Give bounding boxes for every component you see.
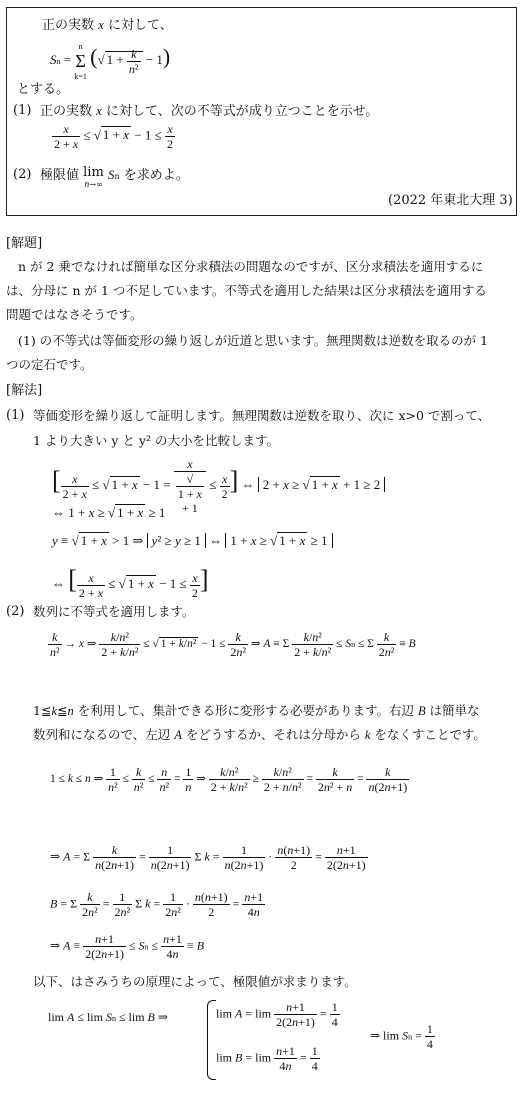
s2-line3: 数列和になるので、左辺 A をどうするか、それは分母から k をなくすことです。 xyxy=(33,727,486,742)
s2-eq3: ⇒ A = Σ $\frac{k}{n(2n+1)}$ = $\frac{1}{n(2n+1)}$ Σ k = $\frac{1}{n(2n+1)}$ · $\frac{n(n+1)}{2}$ = $\frac{n+1}{2(2n+1)}$ xyxy=(50,843,366,872)
s2-line2: 1≦k≦n を利用して、集計できる形に変形する必要があります。右辺 B は簡単な xyxy=(33,703,480,718)
commentary-line: n が 2 乗でなければ簡単な区分求積法の問題なのですが、区分求積法を適用するに xyxy=(18,259,484,274)
q1-inequality: $\frac{x}{2 + x}$ ≤ √ 1 + x − 1 ≤ $\frac{x}{2}$ xyxy=(54,122,173,151)
q2-number: (2) xyxy=(13,167,32,182)
s2-eq6-left: lim A ≤ lim Sn ≤ lim B ⇒ xyxy=(48,1010,168,1024)
commentary-line: 問題ではなさそうです。 xyxy=(6,307,143,322)
s1-eq1: [ $\frac{x}{2 + x}$ ≤ √ 1 + x − 1 = x √ 1 + x + 1 ≤ $\frac{x}{2}$ ] ⇔ 2 + x ≥ √ 1 + x + 1 ≥ 2 xyxy=(52,457,385,515)
commentary-line: (1) の不等式は等価変形の繰り返しが近道と思います。無理関数は逆数を取るのが 1 xyxy=(18,333,489,348)
solution-heading: [解法] xyxy=(6,383,43,398)
commentary-line: は、分母に n が 1 つ不足しています。不等式を適用した結果は区分求積法を適用する xyxy=(6,283,487,298)
s2-eq1: $\frac{k}{\text{n²}}$ → x ⇒ $\frac{\text{k/n²}}{\text{2 + k/n²}}$ ≤ √ 1 + k/n² − 1 ≤ $\frac{k}{\text{2n²}}$ ⇒ A ≡ Σ $\frac{\text{k/n²}}{\text{2 + k/n²}}$ ≤ Sn ≤ Σ $\frac{k}{\text{2n²}}$ ≡ B xyxy=(50,630,416,659)
s2-line1: 数列に不等式を適用します。 xyxy=(33,604,195,619)
s2-eq6-bottom: lim B = lim $\frac{n+1}{4n}$ = $\frac{1}{4}$ xyxy=(216,1044,318,1073)
sn-definition: Sn = n Σ k=1 (√ 1 + $\frac{k}{\text{n²}}$ − 1) xyxy=(50,42,171,81)
s1-line2: 1 より大きい y と y² の大小を比較します。 xyxy=(33,433,279,448)
toiu: とする。 xyxy=(17,82,70,97)
s2-eq4: B = Σ $\frac{k}{\text{2n²}}$ = $\frac{1}{\text{2n²}}$ Σ k = $\frac{1}{\text{2n²}}$ · $\frac{n(n+1)}{2}$ = $\frac{n+1}{4n}$ xyxy=(50,890,264,919)
s1-eq4: ⇔ [ $\frac{x}{2 + x}$ ≤ √ 1 + x − 1 ≤ $\frac{x}{2}$ ] xyxy=(52,565,209,600)
source: (2022 年東北大理 3) xyxy=(388,193,513,208)
q2-text: 極限値 lim n→∞ Sn を求めよ。 xyxy=(40,165,189,189)
s2-eq2: 1 ≤ k ≤ n ⇒ $\frac{1}{\text{n²}}$ ≤ $\frac{k}{\text{n²}}$ ≤ $\frac{n}{\text{n²}}$ = $\frac{1}{n}$ ⇒ $\frac{\text{k/n²}}{\text{2 + k/n²}}$ ≥ $\frac{\text{k/n²}}{\text{2 + n/n²}}$ = $\frac{k}{\text{2n² + n}}$ = $\frac{k}{n(2n+1)}$ xyxy=(50,765,408,794)
s1-eq3: y ≡ √ 1 + x > 1 ⇒ y² ≥ y ≥ 1 ⇔ 1 + x ≥ √ 1 + x ≥ 1 xyxy=(52,533,333,549)
brace xyxy=(207,1000,216,1080)
s1-number: (1) xyxy=(6,408,25,423)
q1-text: 正の実数 x に対して、次の不等式が成り立つことを示せ。 xyxy=(40,103,379,119)
s2-eq6-right: ⇒ lim Sn = $\frac{1}{4}$ xyxy=(370,1022,433,1051)
commentary-heading: [解題] xyxy=(6,236,43,251)
problem-intro: 正の実数 x に対して、 xyxy=(42,17,173,33)
s2-number: (2) xyxy=(6,604,25,619)
s1-eq2: ⇔ 1 + x ≥ √ 1 + x ≥ 1 xyxy=(52,505,166,520)
s1-line1: 等価変形を繰り返して証明します。無理関数は逆数を取り、次に x>0 で割って、 xyxy=(33,408,491,423)
commentary-line: つの定石です。 xyxy=(6,357,93,372)
q1-number: (1) xyxy=(13,103,32,118)
s2-eq6-top: lim A = lim $\frac{n+1}{2(2n+1)}$ = $\frac{1}{4}$ xyxy=(216,1000,338,1029)
s2-eq5: ⇒ A ≡ $\frac{n+1}{2(2n+1)}$ ≤ Sn ≤ $\frac{n+1}{4n}$ ≡ B xyxy=(50,932,205,961)
s2-line4: 以下、はさみうちの原理によって、極限値が求まります。 xyxy=(33,974,357,989)
